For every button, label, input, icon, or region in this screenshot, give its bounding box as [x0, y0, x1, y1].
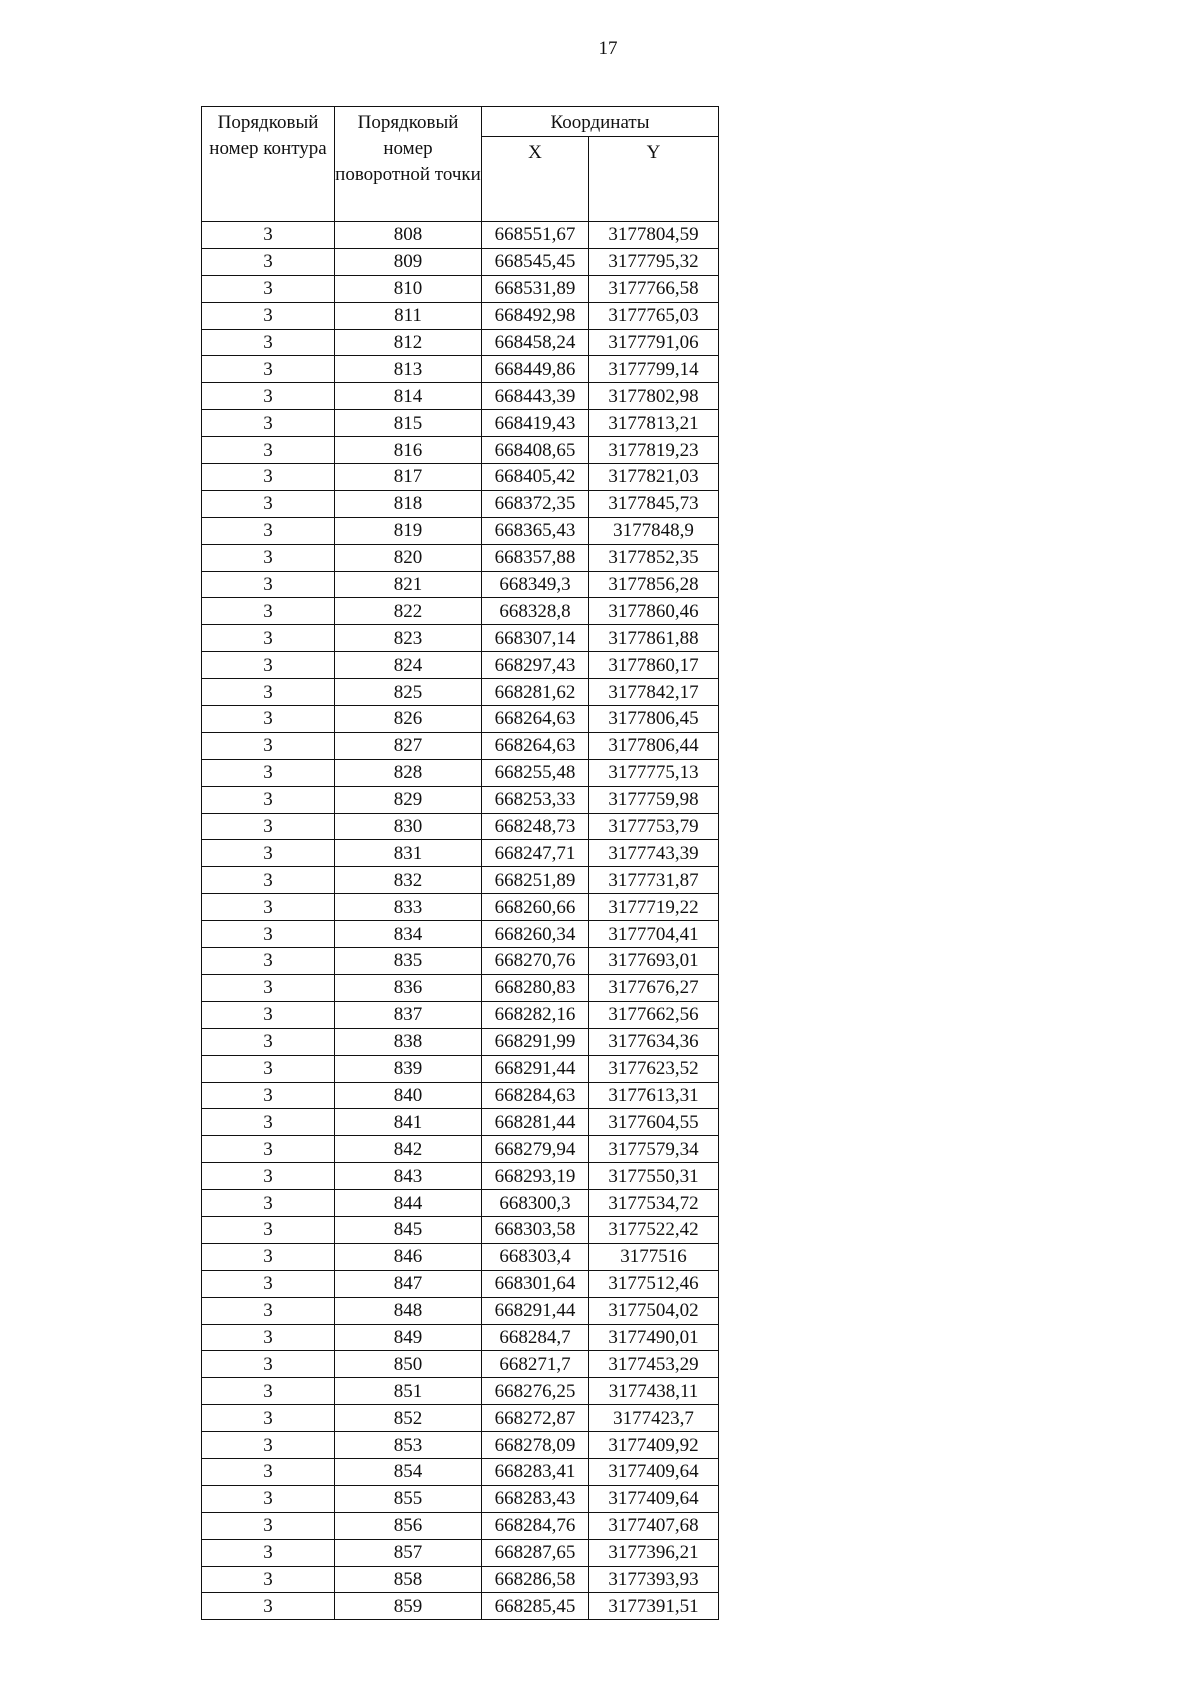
cell-x-coordinate: 668301,64	[482, 1270, 589, 1297]
cell-y-coordinate: 3177438,11	[589, 1378, 719, 1405]
cell-y-coordinate: 3177861,88	[589, 625, 719, 652]
cell-point-number: 837	[335, 1001, 482, 1028]
cell-contour-number: 3	[202, 1216, 335, 1243]
cell-x-coordinate: 668248,73	[482, 813, 589, 840]
table-row	[202, 894, 719, 921]
cell-y-coordinate: 3177407,68	[589, 1512, 719, 1539]
table-row	[202, 437, 719, 464]
cell-contour-number: 3	[202, 1001, 335, 1028]
cell-contour-number: 3	[202, 571, 335, 598]
table-row	[202, 652, 719, 679]
cell-y-coordinate: 3177396,21	[589, 1539, 719, 1566]
cell-y-coordinate: 3177766,58	[589, 275, 719, 302]
cell-contour-number: 3	[202, 921, 335, 948]
cell-y-coordinate: 3177856,28	[589, 571, 719, 598]
cell-point-number: 829	[335, 786, 482, 813]
cell-contour-number: 3	[202, 275, 335, 302]
table-row	[202, 1136, 719, 1163]
cell-contour-number: 3	[202, 1243, 335, 1270]
cell-contour-number: 3	[202, 625, 335, 652]
cell-x-coordinate: 668372,35	[482, 490, 589, 517]
cell-contour-number: 3	[202, 1109, 335, 1136]
table-row	[202, 571, 719, 598]
cell-y-coordinate: 3177804,59	[589, 222, 719, 249]
cell-point-number: 818	[335, 490, 482, 517]
cell-x-coordinate: 668253,33	[482, 786, 589, 813]
cell-contour-number: 3	[202, 1190, 335, 1217]
cell-x-coordinate: 668291,99	[482, 1028, 589, 1055]
cell-y-coordinate: 3177821,03	[589, 464, 719, 491]
cell-contour-number: 3	[202, 974, 335, 1001]
cell-point-number: 828	[335, 759, 482, 786]
cell-y-coordinate: 3177731,87	[589, 867, 719, 894]
cell-contour-number: 3	[202, 1082, 335, 1109]
cell-x-coordinate: 668260,66	[482, 894, 589, 921]
cell-point-number: 854	[335, 1458, 482, 1485]
cell-x-coordinate: 668287,65	[482, 1539, 589, 1566]
cell-x-coordinate: 668303,4	[482, 1243, 589, 1270]
header-contour-number: Порядковый номер контура	[202, 107, 335, 222]
cell-y-coordinate: 3177534,72	[589, 1190, 719, 1217]
table-row	[202, 517, 719, 544]
cell-x-coordinate: 668297,43	[482, 652, 589, 679]
cell-x-coordinate: 668307,14	[482, 625, 589, 652]
cell-y-coordinate: 3177819,23	[589, 437, 719, 464]
cell-contour-number: 3	[202, 598, 335, 625]
cell-x-coordinate: 668247,71	[482, 840, 589, 867]
header-x: X	[482, 137, 589, 222]
table-row	[202, 1055, 719, 1082]
cell-x-coordinate: 668260,34	[482, 921, 589, 948]
table-row	[202, 732, 719, 759]
cell-y-coordinate: 3177676,27	[589, 974, 719, 1001]
table-row	[202, 1243, 719, 1270]
cell-point-number: 814	[335, 383, 482, 410]
table-row	[202, 813, 719, 840]
cell-y-coordinate: 3177579,34	[589, 1136, 719, 1163]
table-row	[202, 464, 719, 491]
cell-y-coordinate: 3177852,35	[589, 544, 719, 571]
cell-y-coordinate: 3177453,29	[589, 1351, 719, 1378]
cell-x-coordinate: 668282,16	[482, 1001, 589, 1028]
cell-point-number: 855	[335, 1485, 482, 1512]
cell-point-number: 840	[335, 1082, 482, 1109]
cell-y-coordinate: 3177845,73	[589, 490, 719, 517]
cell-x-coordinate: 668357,88	[482, 544, 589, 571]
cell-contour-number: 3	[202, 1028, 335, 1055]
table-row	[202, 1324, 719, 1351]
cell-contour-number: 3	[202, 1539, 335, 1566]
cell-y-coordinate: 3177753,79	[589, 813, 719, 840]
cell-x-coordinate: 668405,42	[482, 464, 589, 491]
cell-y-coordinate: 3177743,39	[589, 840, 719, 867]
table-row	[202, 1216, 719, 1243]
cell-y-coordinate: 3177634,36	[589, 1028, 719, 1055]
cell-point-number: 824	[335, 652, 482, 679]
cell-point-number: 847	[335, 1270, 482, 1297]
cell-y-coordinate: 3177423,7	[589, 1405, 719, 1432]
cell-contour-number: 3	[202, 1405, 335, 1432]
cell-x-coordinate: 668284,7	[482, 1324, 589, 1351]
cell-y-coordinate: 3177516	[589, 1243, 719, 1270]
cell-x-coordinate: 668280,83	[482, 974, 589, 1001]
cell-point-number: 842	[335, 1136, 482, 1163]
cell-point-number: 846	[335, 1243, 482, 1270]
cell-point-number: 821	[335, 571, 482, 598]
cell-contour-number: 3	[202, 544, 335, 571]
cell-point-number: 808	[335, 222, 482, 249]
cell-contour-number: 3	[202, 1485, 335, 1512]
cell-x-coordinate: 668285,45	[482, 1593, 589, 1620]
table-row	[202, 1593, 719, 1620]
cell-point-number: 849	[335, 1324, 482, 1351]
table-row	[202, 1512, 719, 1539]
cell-y-coordinate: 3177613,31	[589, 1082, 719, 1109]
header-point-number: Порядковый номер поворотной точки	[335, 107, 482, 222]
cell-point-number: 838	[335, 1028, 482, 1055]
table-row	[202, 948, 719, 975]
cell-contour-number: 3	[202, 948, 335, 975]
cell-y-coordinate: 3177791,06	[589, 329, 719, 356]
cell-point-number: 851	[335, 1378, 482, 1405]
cell-y-coordinate: 3177409,92	[589, 1432, 719, 1459]
cell-x-coordinate: 668283,41	[482, 1458, 589, 1485]
cell-point-number: 811	[335, 302, 482, 329]
cell-point-number: 841	[335, 1109, 482, 1136]
table-body	[202, 222, 719, 1620]
cell-y-coordinate: 3177806,44	[589, 732, 719, 759]
cell-x-coordinate: 668291,44	[482, 1055, 589, 1082]
cell-y-coordinate: 3177719,22	[589, 894, 719, 921]
cell-x-coordinate: 668272,87	[482, 1405, 589, 1432]
cell-y-coordinate: 3177490,01	[589, 1324, 719, 1351]
page-number: 17	[598, 38, 618, 59]
cell-point-number: 816	[335, 437, 482, 464]
cell-point-number: 853	[335, 1432, 482, 1459]
cell-y-coordinate: 3177799,14	[589, 356, 719, 383]
table-row	[202, 410, 719, 437]
cell-y-coordinate: 3177409,64	[589, 1458, 719, 1485]
cell-point-number: 820	[335, 544, 482, 571]
table-row	[202, 1566, 719, 1593]
cell-contour-number: 3	[202, 679, 335, 706]
table-row	[202, 490, 719, 517]
cell-y-coordinate: 3177704,41	[589, 921, 719, 948]
cell-contour-number: 3	[202, 894, 335, 921]
cell-point-number: 827	[335, 732, 482, 759]
cell-contour-number: 3	[202, 329, 335, 356]
table-row	[202, 1458, 719, 1485]
cell-point-number: 831	[335, 840, 482, 867]
cell-y-coordinate: 3177550,31	[589, 1163, 719, 1190]
cell-contour-number: 3	[202, 248, 335, 275]
cell-contour-number: 3	[202, 813, 335, 840]
header-y: Y	[589, 137, 719, 222]
cell-point-number: 833	[335, 894, 482, 921]
table-row	[202, 1001, 719, 1028]
cell-contour-number: 3	[202, 1136, 335, 1163]
table-row	[202, 974, 719, 1001]
cell-x-coordinate: 668531,89	[482, 275, 589, 302]
cell-x-coordinate: 668551,67	[482, 222, 589, 249]
cell-y-coordinate: 3177806,45	[589, 706, 719, 733]
cell-point-number: 850	[335, 1351, 482, 1378]
cell-y-coordinate: 3177775,13	[589, 759, 719, 786]
cell-x-coordinate: 668281,44	[482, 1109, 589, 1136]
cell-x-coordinate: 668284,76	[482, 1512, 589, 1539]
table-row	[202, 921, 719, 948]
coordinates-table	[201, 106, 719, 1620]
cell-x-coordinate: 668278,09	[482, 1432, 589, 1459]
cell-contour-number: 3	[202, 383, 335, 410]
table-row	[202, 786, 719, 813]
cell-point-number: 845	[335, 1216, 482, 1243]
cell-contour-number: 3	[202, 222, 335, 249]
cell-x-coordinate: 668281,62	[482, 679, 589, 706]
cell-x-coordinate: 668283,43	[482, 1485, 589, 1512]
cell-contour-number: 3	[202, 1351, 335, 1378]
table-row	[202, 275, 719, 302]
table-row	[202, 1028, 719, 1055]
cell-x-coordinate: 668545,45	[482, 248, 589, 275]
cell-y-coordinate: 3177802,98	[589, 383, 719, 410]
cell-y-coordinate: 3177693,01	[589, 948, 719, 975]
cell-y-coordinate: 3177391,51	[589, 1593, 719, 1620]
cell-contour-number: 3	[202, 410, 335, 437]
cell-y-coordinate: 3177842,17	[589, 679, 719, 706]
cell-point-number: 830	[335, 813, 482, 840]
cell-point-number: 839	[335, 1055, 482, 1082]
cell-x-coordinate: 668251,89	[482, 867, 589, 894]
table-row	[202, 625, 719, 652]
cell-y-coordinate: 3177860,17	[589, 652, 719, 679]
table-row	[202, 1270, 719, 1297]
cell-point-number: 815	[335, 410, 482, 437]
cell-point-number: 856	[335, 1512, 482, 1539]
cell-y-coordinate: 3177795,32	[589, 248, 719, 275]
cell-contour-number: 3	[202, 1593, 335, 1620]
cell-x-coordinate: 668279,94	[482, 1136, 589, 1163]
cell-x-coordinate: 668293,19	[482, 1163, 589, 1190]
cell-contour-number: 3	[202, 786, 335, 813]
cell-point-number: 859	[335, 1593, 482, 1620]
table-row	[202, 302, 719, 329]
cell-contour-number: 3	[202, 464, 335, 491]
header-coordinates: Координаты	[482, 107, 719, 137]
cell-y-coordinate: 3177512,46	[589, 1270, 719, 1297]
cell-point-number: 843	[335, 1163, 482, 1190]
cell-x-coordinate: 668328,8	[482, 598, 589, 625]
cell-y-coordinate: 3177848,9	[589, 517, 719, 544]
cell-contour-number: 3	[202, 517, 335, 544]
cell-y-coordinate: 3177409,64	[589, 1485, 719, 1512]
cell-point-number: 825	[335, 679, 482, 706]
table-row	[202, 1163, 719, 1190]
table-row	[202, 222, 719, 249]
cell-point-number: 836	[335, 974, 482, 1001]
cell-x-coordinate: 668255,48	[482, 759, 589, 786]
table-row	[202, 329, 719, 356]
table-row	[202, 598, 719, 625]
cell-contour-number: 3	[202, 1512, 335, 1539]
cell-point-number: 835	[335, 948, 482, 975]
cell-x-coordinate: 668276,25	[482, 1378, 589, 1405]
cell-y-coordinate: 3177765,03	[589, 302, 719, 329]
cell-point-number: 809	[335, 248, 482, 275]
cell-point-number: 857	[335, 1539, 482, 1566]
cell-x-coordinate: 668291,44	[482, 1297, 589, 1324]
cell-contour-number: 3	[202, 1566, 335, 1593]
cell-x-coordinate: 668349,3	[482, 571, 589, 598]
cell-point-number: 848	[335, 1297, 482, 1324]
cell-contour-number: 3	[202, 437, 335, 464]
table-row	[202, 840, 719, 867]
cell-y-coordinate: 3177393,93	[589, 1566, 719, 1593]
cell-point-number: 817	[335, 464, 482, 491]
cell-y-coordinate: 3177813,21	[589, 410, 719, 437]
table-row	[202, 706, 719, 733]
cell-x-coordinate: 668264,63	[482, 732, 589, 759]
cell-contour-number: 3	[202, 1297, 335, 1324]
cell-x-coordinate: 668286,58	[482, 1566, 589, 1593]
cell-contour-number: 3	[202, 1055, 335, 1082]
cell-point-number: 819	[335, 517, 482, 544]
cell-x-coordinate: 668443,39	[482, 383, 589, 410]
table-row	[202, 1378, 719, 1405]
table-row	[202, 1082, 719, 1109]
cell-contour-number: 3	[202, 1270, 335, 1297]
cell-point-number: 810	[335, 275, 482, 302]
cell-contour-number: 3	[202, 1458, 335, 1485]
cell-x-coordinate: 668271,7	[482, 1351, 589, 1378]
cell-contour-number: 3	[202, 840, 335, 867]
cell-y-coordinate: 3177504,02	[589, 1297, 719, 1324]
cell-point-number: 822	[335, 598, 482, 625]
cell-contour-number: 3	[202, 1324, 335, 1351]
header-row	[202, 107, 719, 137]
cell-y-coordinate: 3177623,52	[589, 1055, 719, 1082]
cell-contour-number: 3	[202, 1163, 335, 1190]
table-row	[202, 679, 719, 706]
cell-point-number: 844	[335, 1190, 482, 1217]
cell-contour-number: 3	[202, 652, 335, 679]
cell-point-number: 813	[335, 356, 482, 383]
cell-y-coordinate: 3177662,56	[589, 1001, 719, 1028]
table-row	[202, 383, 719, 410]
cell-contour-number: 3	[202, 302, 335, 329]
table-row	[202, 248, 719, 275]
cell-point-number: 832	[335, 867, 482, 894]
table-row	[202, 867, 719, 894]
cell-x-coordinate: 668449,86	[482, 356, 589, 383]
cell-point-number: 826	[335, 706, 482, 733]
cell-x-coordinate: 668270,76	[482, 948, 589, 975]
table-row	[202, 1405, 719, 1432]
table-header	[202, 107, 719, 222]
cell-point-number: 852	[335, 1405, 482, 1432]
cell-contour-number: 3	[202, 490, 335, 517]
table-row	[202, 1539, 719, 1566]
table-row	[202, 1432, 719, 1459]
cell-y-coordinate: 3177759,98	[589, 786, 719, 813]
cell-contour-number: 3	[202, 706, 335, 733]
cell-x-coordinate: 668492,98	[482, 302, 589, 329]
table-row	[202, 544, 719, 571]
cell-contour-number: 3	[202, 732, 335, 759]
cell-contour-number: 3	[202, 1432, 335, 1459]
cell-x-coordinate: 668365,43	[482, 517, 589, 544]
cell-y-coordinate: 3177522,42	[589, 1216, 719, 1243]
cell-x-coordinate: 668264,63	[482, 706, 589, 733]
table-row	[202, 1297, 719, 1324]
cell-point-number: 858	[335, 1566, 482, 1593]
cell-y-coordinate: 3177604,55	[589, 1109, 719, 1136]
cell-x-coordinate: 668303,58	[482, 1216, 589, 1243]
cell-x-coordinate: 668419,43	[482, 410, 589, 437]
cell-point-number: 823	[335, 625, 482, 652]
table-row	[202, 1190, 719, 1217]
cell-x-coordinate: 668300,3	[482, 1190, 589, 1217]
table-row	[202, 1109, 719, 1136]
cell-point-number: 834	[335, 921, 482, 948]
table-row	[202, 356, 719, 383]
cell-contour-number: 3	[202, 1378, 335, 1405]
table-row	[202, 759, 719, 786]
table-row	[202, 1351, 719, 1378]
cell-x-coordinate: 668458,24	[482, 329, 589, 356]
cell-contour-number: 3	[202, 867, 335, 894]
cell-x-coordinate: 668408,65	[482, 437, 589, 464]
cell-contour-number: 3	[202, 759, 335, 786]
cell-y-coordinate: 3177860,46	[589, 598, 719, 625]
cell-point-number: 812	[335, 329, 482, 356]
cell-x-coordinate: 668284,63	[482, 1082, 589, 1109]
table-row	[202, 1485, 719, 1512]
cell-contour-number: 3	[202, 356, 335, 383]
